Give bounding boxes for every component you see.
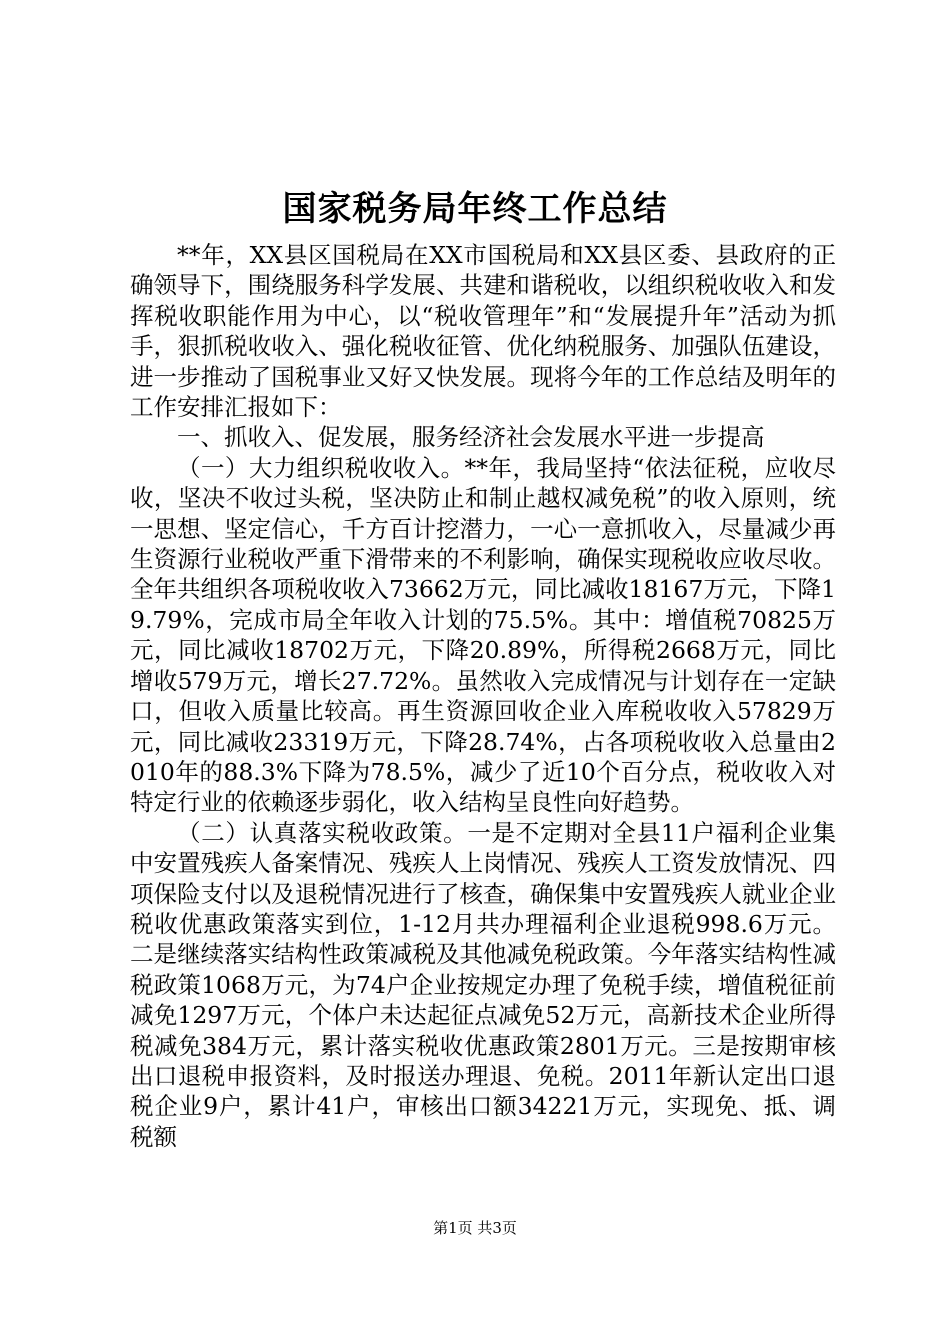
page-number: 第1页 共3页 xyxy=(433,1219,517,1237)
paragraph-revenue: （一）大力组织税收收入。**年，我局坚持“依法征税，应收尽收，坚决不收过头税，坚决防止和制止越权减免税”的收入原则，统一思想、坚定信心，千方百计挖潜力，一心一意抓收入，尽量减少再生资源行业税收严重下滑带来的不利影响，确保实现税收应收尽收。全年共组织各项税收收入73662万元，同比减收18167万元，下降19.79%，完成市局全年收入计划的75.5%。其中：增值税70825万元，同比减收18702万元，下降20.89%，所得税2668万元，同比增收579万元，增长27.72%。虽然收入完成情况与计划存在一定缺口，但收入质量比较高。再生资源回收企业入库税收收入57829万元，同比减收23319万元，下降28.74%，占各项税收收入总量由2010年的88.3%下降为78.5%，减少了近10个百分点，税收收入对特定行业的依赖逐步弱化，收入结构呈良性向好趋势。 xyxy=(130,453,836,817)
paragraph-policy: （二）认真落实税收政策。一是不定期对全县11户福利企业集中安置残疾人备案情况、残疾人上岗情况、残疾人工资发放情况、四项保险支付以及退税情况进行了核查，确保集中安置残疾人就业企业税收优惠政策落实到位，1-12月共办理福利企业退税998.6万元。二是继续落实结构性政策减税及其他减免税政策。今年落实结构性减税政策1068万元，为74户企业按规定办理了免税手续，增值税征前减免1297万元，个体户未达起征点减免52万元，高新技术企业所得税减免384万元，累计落实税收优惠政策2801万元。三是按期审核出口退税申报资料，及时报送办理退、免税。2011年新认定出口退税企业9户，累计41户，审核出口额34221万元，实现免、抵、调税额 xyxy=(130,818,836,1151)
document-title: 国家税务局年终工作总结 xyxy=(282,189,668,229)
section-heading-1: 一、抓收入、促发展，服务经济社会发展水平进一步提高 xyxy=(177,423,765,452)
document-body xyxy=(130,240,836,1152)
paragraph-intro: **年，XX县区国税局在XX市国税局和XX县区委、县政府的正确领导下，围绕服务科学发展、共建和谐税收，以组织税收收入和发挥税收职能作用为中心，以“税收管理年”和“发展提升年”活动为抓手，狠抓税收收入、强化税收征管、优化纳税服务、加强队伍建设，进一步推动了国税事业又好又快发展。现将今年的工作总结及明年的工作安排汇报如下： xyxy=(130,241,836,422)
